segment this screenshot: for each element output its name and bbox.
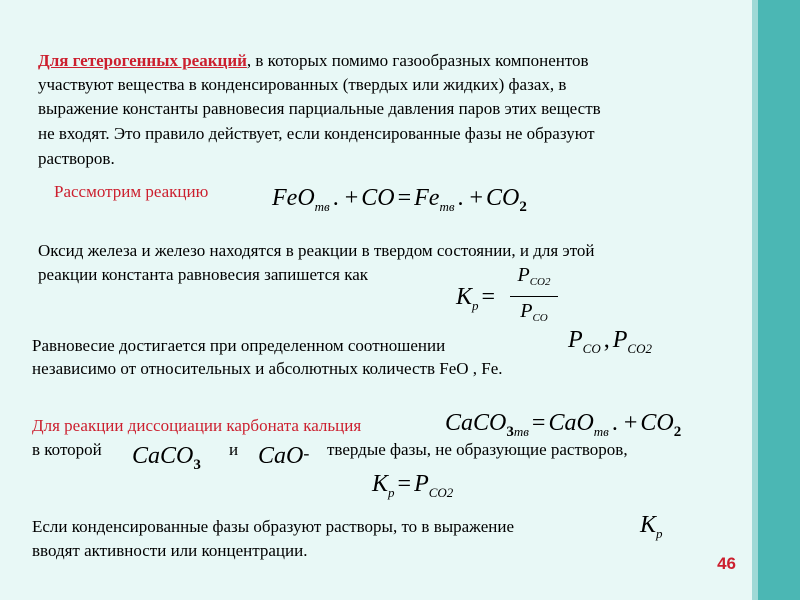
equilibrium-line-1: Равновесие достигается при определенном соотношении [32,336,446,355]
oxide-line-1: Оксид железа и железо находятся в реакции в твердом состоянии, и для этой [38,241,595,260]
feo-reaction-equation: FeO$_{тв}$ . + CO = $Fe_{тв}$ . + $CO_2$ [272,185,527,215]
cao-formula: CaO- [258,443,310,469]
carbonate-label: Для реакции диссоциации карбоната кальция [32,416,362,435]
consider-label: Рассмотрим реакцию [54,182,209,201]
solutions-line-1: Если конденсированные фазы образуют растворы, то в выражение [32,517,514,536]
decor-stripe-dark [758,0,800,600]
in-which-label: в которой [32,440,102,459]
page-number: 46 [717,554,736,573]
intro-line-5: растворов. [38,149,115,168]
pressure-ratio-expression: $P_{CO}$ , $P_{CO2}$ [568,327,652,356]
caco3-formula: CaCO$_3$ [132,443,201,473]
kp-equals-pco2: $K_p = P_{CO2}$ [372,471,454,500]
intro-line-4: не входят. Это правило действует, если конденсированные фазы не образуют [38,124,595,143]
intro-line-1 [38,50,589,72]
kp-symbol-2: $K_p$ [640,512,663,541]
intro-heading: Для гетерогенных реакций [38,51,247,70]
kp-symbol-1: $K_p$ = [456,284,496,313]
equilibrium-line-2: независимо от относительных и абсолютных количеств FeO , Fe. [32,359,503,378]
oxide-line-2: реакции константа равновесия запишется как [38,265,369,284]
caco3-reaction-equation: CaCO$_{3тв}$ = CaO$_{тв}$ . + $CO_2$ [445,410,682,440]
intro-line-3: выражение константы равновесия парциальные давления паров этих веществ [38,99,601,118]
solutions-line-2: вводят активности или концентрации. [32,541,308,560]
solid-phases-text: твердые фазы, не образующие растворов, [327,440,628,459]
and-label: и [229,440,239,459]
kp-fraction: $P_{CO2}$ $P_{CO}$ [510,262,558,331]
intro-line1-rest: , в которых помимо газообразных компонентов [246,51,589,70]
intro-line-2: участвуют вещества в конденсированных (твердых или жидких) фазах, в [38,75,567,94]
